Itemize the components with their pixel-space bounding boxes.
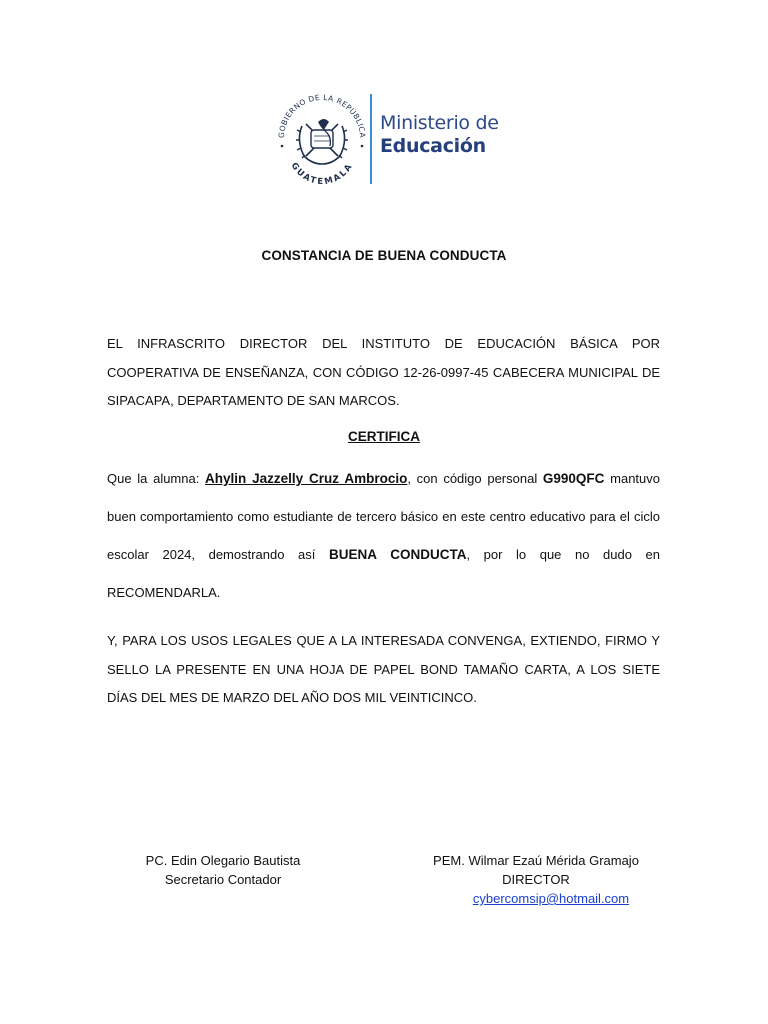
secretary-role: Secretario Contador — [164, 872, 282, 887]
body-text-3: mantuvo buen comportamiento como estudiante de tercero básico en este centro educativo para el ciclo escolar 2024, demostrando así — [107, 471, 660, 562]
student-name: Ahylin Jazzelly Cruz Ambrocio — [205, 471, 408, 486]
body-text-4: , por lo que no dudo en RECOMENDARLA. — [107, 547, 660, 600]
ministry-name-line1: Ministerio de — [380, 112, 499, 134]
student-code: G990QFC — [542, 471, 605, 486]
intro-paragraph: EL INFRASCRITO DIRECTOR DEL INSTITUTO DE EDUCACIÓN BÁSICA POR COOPERATIVA DE ENSEÑANZA, CON CÓDIGO 12-26-0997-45 CABECERA MUNICIPAL DE SIPACAPA, DEPARTAMENTO DE SAN MARCOS. — [107, 336, 660, 408]
body-text-1: Que la alumna: — [107, 471, 206, 486]
ministry-logo — [274, 90, 504, 188]
document-title: CONSTANCIA DE BUENA CONDUCTA — [261, 248, 507, 263]
conduct-rating: BUENA CONDUCTA — [328, 547, 467, 562]
signature-director — [404, 851, 668, 908]
certification-body — [107, 460, 660, 612]
logo-divider — [370, 94, 372, 184]
certifica-heading: CERTIFICA — [348, 429, 420, 444]
body-text-2: , con código personal — [407, 471, 543, 486]
secretary-name: PC. Edin Olegario Bautista — [145, 853, 301, 868]
director-role: DIRECTOR — [502, 872, 570, 887]
closing-paragraph: Y, PARA LOS USOS LEGALES QUE A LA INTERESADA CONVENGA, EXTIENDO, FIRMO Y SELLO LA PRESENTE EN UNA HOJA DE PAPEL BOND TAMAÑO CARTA, A LOS SIETE DÍAS DEL MES DE MARZO DEL AÑO DOS MIL VEINTICINCO. — [107, 633, 660, 705]
svg-text:GUATEMALA — [289, 161, 356, 187]
signature-secretary — [123, 851, 323, 889]
seal-bottom-text: GUATEMALA — [288, 161, 356, 188]
director-name: PEM. Wilmar Ezaú Mérida Gramajo — [433, 853, 639, 868]
director-email-link[interactable]: cybercomsip@hotmail.com — [472, 891, 630, 906]
ministry-name-line2: Educación — [380, 135, 486, 157]
guatemala-seal-icon — [274, 90, 370, 188]
seal-top-text: GOBIERNO DE LA REPÚBLICA — [276, 92, 368, 139]
